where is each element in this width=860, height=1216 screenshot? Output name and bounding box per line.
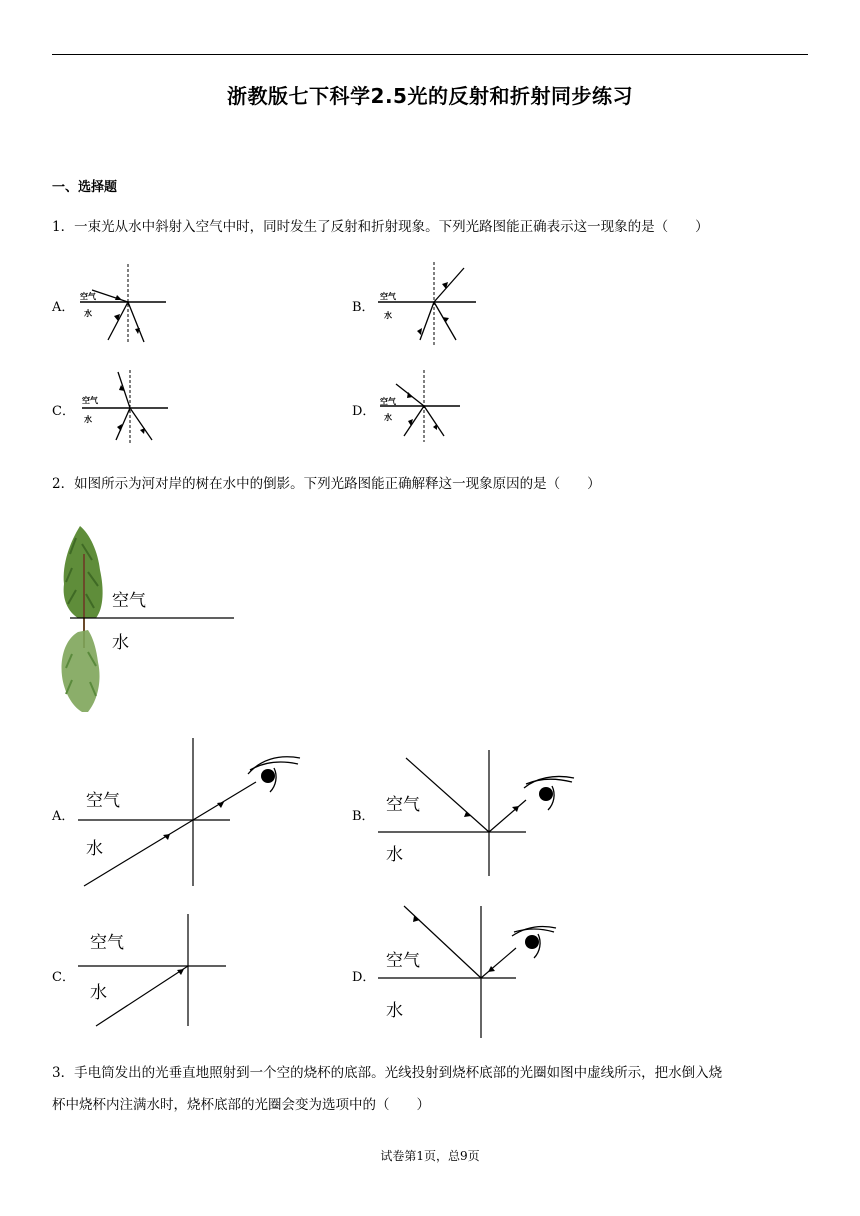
water-label: 水 (384, 311, 392, 320)
q2-option-b-diagram (376, 748, 588, 878)
water-label: 水 (90, 983, 107, 1003)
air-label: 空气 (112, 591, 146, 611)
q1-option-d-label: D． (352, 404, 376, 419)
q2-option-a-label: A． (52, 809, 75, 824)
q2-option-d-label: D． (352, 970, 376, 985)
header-rule (52, 54, 808, 55)
air-label: 空气 (386, 951, 420, 971)
air-label: 空气 (380, 292, 396, 301)
water-label: 水 (84, 415, 92, 424)
q1-option-a-diagram (76, 262, 176, 346)
air-label: 空气 (90, 933, 124, 953)
water-label: 水 (84, 309, 92, 318)
q2-option-a-diagram (78, 736, 310, 888)
water-label: 水 (112, 633, 129, 653)
air-label: 空气 (82, 396, 98, 405)
water-label: 水 (384, 413, 392, 422)
q2-option-c-label: C． (52, 970, 75, 985)
water-label: 水 (386, 845, 403, 865)
q1-option-a-label: A． (52, 300, 75, 315)
q2-option-c-diagram (76, 914, 230, 1028)
q2-option-d-diagram (376, 904, 560, 1040)
q1-option-c-diagram (80, 368, 172, 444)
air-label: 空气 (80, 292, 96, 301)
water-label: 水 (86, 839, 103, 859)
eye-icon (524, 776, 574, 810)
air-label: 空气 (86, 791, 120, 811)
water-label: 水 (386, 1001, 403, 1021)
q2-option-b-label: B． (352, 809, 375, 824)
tree-reflection-figure (52, 524, 242, 714)
eye-icon (512, 926, 556, 958)
question-1-text: 1．一束光从水中斜射入空气中时，同时发生了反射和折射现象。下列光路图能正确表示这一现象的是（ ） (52, 219, 709, 235)
question-2-text: 2．如图所示为河对岸的树在水中的倒影。下列光路图能正确解释这一现象原因的是（ ） (52, 476, 601, 492)
q1-option-b-diagram (376, 262, 480, 346)
question-3-line-1: 3．手电筒发出的光垂直地照射到一个空的烧杯的底部。光线投射到烧杯底部的光圈如图中虚线所示，把水倒入烧 (52, 1065, 723, 1081)
tree-illustration (62, 526, 103, 712)
q1-option-c-label: C． (52, 404, 75, 419)
q1-option-b-label: B． (352, 300, 375, 315)
page-title: 浙教版七下科学2.5光的反射和折射同步练习 (227, 84, 633, 108)
air-label: 空气 (386, 795, 420, 815)
section-heading: 一、选择题 (52, 180, 118, 195)
air-label: 空气 (380, 397, 396, 406)
page-footer: 试卷第1页，总9页 (380, 1149, 480, 1163)
q1-option-d-diagram (378, 370, 468, 442)
question-3-line-2: 杯中烧杯内注满水时，烧杯底部的光圈会变为选项中的（ ） (52, 1097, 430, 1113)
eye-icon (248, 757, 300, 792)
